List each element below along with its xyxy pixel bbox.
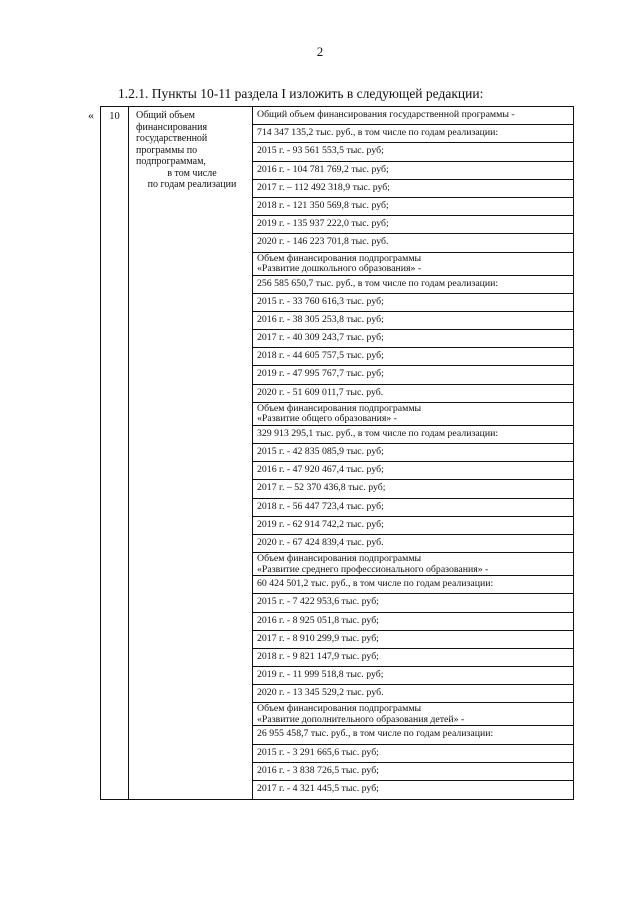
value-row: 2020 г. - 13 345 529,2 тыс. руб.: [253, 685, 573, 703]
value-row: 2019 г. - 62 914 742,2 тыс. руб;: [253, 517, 573, 535]
value-row: 2018 г. - 121 350 569,8 тыс. руб;: [253, 198, 573, 216]
value-row: 2019 г. - 47 995 767,7 тыс. руб;: [253, 366, 573, 384]
value-row: 2017 г. – 112 492 318,9 тыс. руб;: [253, 180, 573, 198]
value-row: 60 424 501,2 тыс. руб., в том числе по годам реализации:: [253, 576, 573, 594]
value-row: 2020 г. - 51 609 011,7 тыс. руб.: [253, 385, 573, 403]
value-row: 2020 г. - 67 424 839,4 тыс. руб.: [253, 535, 573, 553]
value-row: 2016 г. - 104 781 769,2 тыс. руб;: [253, 162, 573, 180]
value-row: 2018 г. - 9 821 147,9 тыс. руб;: [253, 649, 573, 667]
value-row: 2016 г. - 8 925 051,8 тыс. руб;: [253, 613, 573, 631]
value-row: 2017 г. - 8 910 299,9 тыс. руб;: [253, 631, 573, 649]
value-row: 2015 г. - 33 760 616,3 тыс. руб;: [253, 294, 573, 312]
value-row: 2015 г. - 42 835 085,9 тыс. руб;: [253, 444, 573, 462]
value-row: 2019 г. - 11 999 518,8 тыс. руб;: [253, 667, 573, 685]
value-row: 329 913 295,1 тыс. руб., в том числе по годам реализации:: [253, 426, 573, 444]
subprogram-header-row: Объем финансирования подпрограммы «Развитие среднего профессионального образования» -: [253, 553, 573, 576]
section-heading: 1.2.1. Пункты 10-11 раздела I изложить в следующей редакции:: [118, 86, 484, 101]
value-row: 2020 г. - 146 223 701,8 тыс. руб.: [253, 234, 573, 252]
row-label-line: по годам реализации: [147, 179, 237, 190]
value-row: 2019 г. - 135 937 222,0 тыс. руб;: [253, 216, 573, 234]
row-label-line: подпрограммам,: [136, 156, 206, 167]
subprogram-header-row: Общий объем финансирования государственной программы -: [253, 107, 573, 125]
value-row: 256 585 650,7 тыс. руб., в том числе по годам реализации:: [253, 276, 573, 294]
value-row: 2017 г. – 52 370 436,8 тыс. руб;: [253, 480, 573, 498]
value-row: 2016 г. - 3 838 726,5 тыс. руб;: [253, 763, 573, 781]
value-row: 2017 г. - 4 321 445,5 тыс. руб;: [257, 783, 379, 794]
row-label-line: в том числе: [167, 167, 217, 179]
value-row: 2016 г. - 47 920 467,4 тыс. руб;: [253, 462, 573, 480]
subprogram-header-row: Объем финансирования подпрограммы «Развитие общего образования» -: [253, 403, 573, 426]
row-label-line: Общий объем: [136, 110, 195, 121]
values-cell: [253, 107, 574, 800]
subprogram-header-row: Объем финансирования подпрограммы «Развитие дошкольного образования» -: [253, 253, 573, 276]
value-row: 2017 г. - 40 309 243,7 тыс. руб;: [253, 330, 573, 348]
subprogram-header-row: Объем финансирования подпрограммы «Развитие дополнительного образования детей» -: [253, 703, 573, 726]
value-row: 714 347 135,2 тыс. руб., в том числе по годам реализации:: [253, 125, 573, 143]
value-row: 2015 г. - 3 291 665,6 тыс. руб;: [253, 745, 573, 763]
row-label-line: финансирования: [136, 121, 208, 133]
row-label-line: программы по: [136, 144, 198, 156]
table-row: [101, 107, 574, 800]
value-row: 2018 г. - 56 447 723,4 тыс. руб;: [253, 499, 573, 517]
value-row: 2015 г. - 7 422 953,6 тыс. руб;: [253, 594, 573, 612]
value-row: 26 955 458,7 тыс. руб., в том числе по годам реализации:: [253, 726, 573, 744]
value-row: 2016 г. - 38 305 253,8 тыс. руб;: [253, 312, 573, 330]
row-number-cell: 10: [101, 107, 129, 800]
financing-table: [100, 106, 574, 800]
row-label-line: государственной: [136, 133, 208, 144]
opening-quote-mark: «: [88, 108, 94, 122]
page-number: 2: [316, 44, 324, 59]
value-row: 2018 г. - 44 605 757,5 тыс. руб;: [253, 348, 573, 366]
value-row: 2015 г. - 93 561 553,5 тыс. руб;: [253, 143, 573, 161]
row-label-cell: [129, 107, 253, 800]
